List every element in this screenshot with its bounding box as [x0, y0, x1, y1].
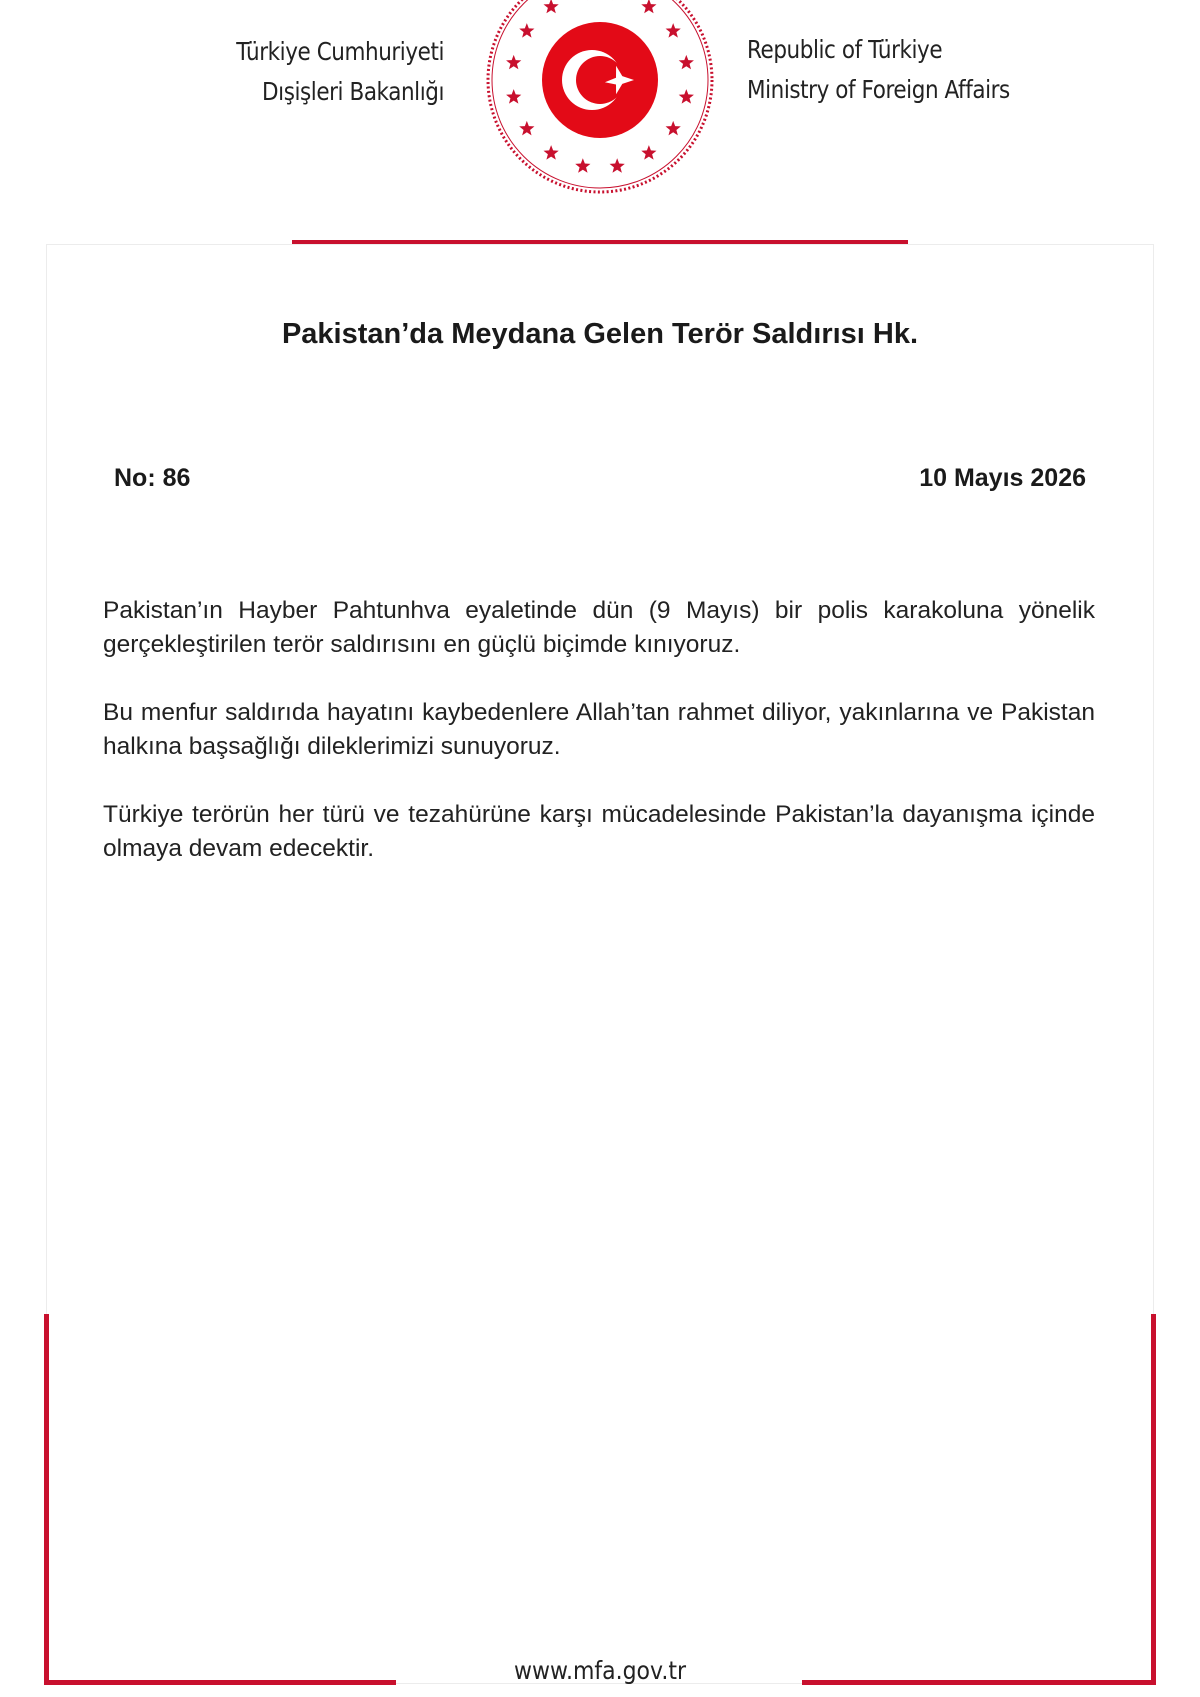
ministry-name-turkish	[220, 32, 444, 112]
document-number: No: 86	[114, 464, 191, 492]
frame-bottom-left-red-line	[44, 1680, 396, 1685]
frame-right-red-line	[1151, 1314, 1156, 1684]
seal-small-star	[679, 89, 694, 103]
ministry-seal-emblem	[482, 0, 718, 198]
document-body	[103, 594, 1095, 900]
footer-website[interactable]: www.mfa.gov.tr	[513, 1656, 687, 1685]
body-paragraph: Pakistan’ın Hayber Pahtunhva eyaletinde dün (9 Mayıs) bir polis karakoluna yönelik gerçekleştirilen terör saldırısını en güçlü biçimde kınıyoruz.	[103, 597, 1095, 658]
seal-small-star	[666, 121, 681, 135]
seal-small-star	[544, 145, 559, 159]
body-paragraph: Bu menfur saldırıda hayatını kaybedenlere Allah’tan rahmet diliyor, yakınlarına ve Pakistan halkına başsağlığı dileklerimizi sunuyoruz.	[103, 699, 1095, 760]
seal-small-star	[666, 23, 681, 37]
seal-small-star	[519, 23, 534, 37]
frame-bottom-right-red-line	[802, 1680, 1156, 1685]
document-title: Pakistan’da Meydana Gelen Terör Saldırısı Hk.	[281, 318, 919, 350]
seal-small-star	[641, 145, 656, 159]
seal-small-star	[575, 158, 590, 172]
seal-small-star	[679, 55, 694, 69]
document-date: 10 Mayıs 2026	[919, 464, 1086, 492]
seal-small-star	[506, 55, 521, 69]
document-frame	[46, 244, 1154, 1684]
seal-small-star	[544, 0, 559, 13]
seal-small-star	[641, 0, 656, 13]
body-paragraph: Türkiye terörün her türü ve tezahürüne karşı mücadelesinde Pakistan’la dayanışma içinde olmaya devam edecektir.	[103, 801, 1095, 862]
seal-small-star	[506, 89, 521, 103]
ministry-name-en-line2: Ministry of Foreign Affairs	[747, 75, 1010, 104]
seal-small-star	[519, 121, 534, 135]
ministry-name-tr-line1: Türkiye Cumhuriyeti	[236, 37, 444, 66]
ministry-name-en-line1: Republic of Türkiye	[747, 35, 943, 64]
seal-small-star	[610, 158, 625, 172]
ministry-name-english	[747, 30, 1010, 110]
frame-left-red-line	[44, 1314, 49, 1684]
ministry-name-tr-line2: Dışişleri Bakanlığı	[262, 77, 444, 106]
